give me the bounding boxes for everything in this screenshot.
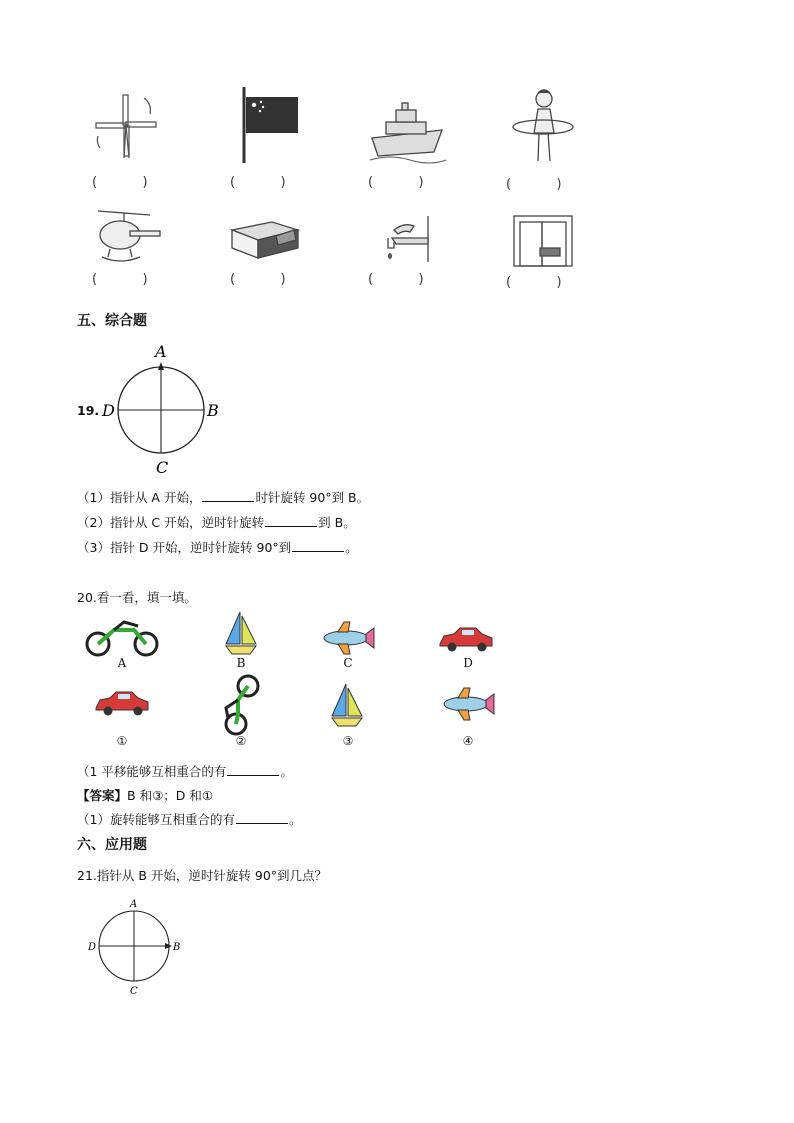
- car-icon: [94, 688, 150, 718]
- dial-label-right: B: [207, 401, 219, 420]
- windmill-icon: [90, 90, 160, 160]
- answer-paren[interactable]: ( ): [230, 175, 286, 190]
- question-number: 19.: [77, 403, 100, 418]
- dial-label-right: B: [173, 942, 181, 953]
- dial-label-bottom: C: [156, 458, 169, 477]
- q19-line-1-pre: （1）指针从 A 开始，: [77, 490, 202, 505]
- q19-line-3: [77, 538, 358, 556]
- answer-paren[interactable]: ( ): [230, 272, 286, 287]
- answer-tag: 【答案】: [77, 788, 128, 803]
- option-label: A: [117, 656, 127, 670]
- dial-label-left: D: [88, 942, 97, 953]
- answer-blank[interactable]: [227, 763, 279, 776]
- answer-blank[interactable]: [236, 811, 288, 824]
- q19-line-3-pre: （3）指针 D 开始，逆时针旋转 90°到: [77, 540, 292, 555]
- option-label: ①: [116, 734, 128, 748]
- answer-paren[interactable]: ( ): [368, 272, 424, 287]
- answer-blank[interactable]: [202, 489, 254, 502]
- window-icon: [510, 212, 576, 270]
- dial-label-top: A: [155, 342, 167, 361]
- answer-paren[interactable]: ( ): [506, 275, 562, 290]
- answer-paren[interactable]: ( ): [506, 177, 562, 192]
- answer-blank[interactable]: [292, 539, 344, 552]
- girl-hula-hoop-icon: [508, 85, 578, 170]
- option-label: B: [236, 656, 246, 670]
- faucet-icon: [372, 212, 432, 267]
- q19-line-1-post: 时针旋转 90°到 B。: [255, 490, 370, 505]
- drawer-icon: [228, 210, 303, 265]
- section-title: 五、综合题: [77, 313, 147, 329]
- dial-label-left: D: [102, 401, 115, 420]
- helicopter-icon: [90, 205, 170, 265]
- q20-line-2-pre: （1）旋转能够互相重合的有: [77, 812, 235, 827]
- q19-line-1: [77, 488, 369, 506]
- q19-line-2: [77, 513, 356, 531]
- q19-line-2-post: 到 B。: [318, 515, 356, 530]
- q20-title: 20.看一看，填一填。: [77, 590, 197, 605]
- q20-line-1-pre: （1 平移能够互相重合的有: [77, 764, 227, 779]
- q20-line-1: [77, 762, 293, 780]
- flag-icon: [238, 85, 304, 165]
- section-title: 六、应用题: [77, 837, 147, 853]
- sailboat-icon: [224, 610, 258, 656]
- motorcycle-icon: [84, 618, 160, 658]
- option-label: D: [463, 656, 473, 670]
- answer-paren[interactable]: ( ): [92, 175, 148, 190]
- sailboat-icon: [330, 682, 364, 728]
- q19-line-3-post: 。: [345, 540, 358, 555]
- q19-line-2-pre: （2）指针从 C 开始，逆时针旋转: [77, 515, 265, 530]
- dial-label-top: A: [130, 899, 138, 910]
- q20-line-2: [77, 810, 301, 828]
- dial-label-bottom: C: [130, 986, 138, 997]
- ship-icon: [368, 100, 448, 165]
- answer-line: [77, 786, 213, 804]
- answer-text: B 和③；D 和①: [127, 788, 214, 803]
- motorcycle-rotated-icon: [218, 674, 262, 736]
- airplane-icon: [440, 686, 496, 722]
- q20-line-2-post: 。: [288, 812, 302, 827]
- airplane-icon: [320, 620, 376, 656]
- answer-paren[interactable]: ( ): [92, 272, 148, 287]
- option-label: C: [343, 656, 353, 670]
- answer-paren[interactable]: ( ): [368, 175, 424, 190]
- q20-line-1-post: 。: [280, 764, 293, 779]
- option-label: ②: [235, 734, 247, 748]
- q21-title: 21.指针从 B 开始，逆时针旋转 90°到几点？: [77, 868, 328, 883]
- car-icon: [438, 624, 494, 654]
- dial-diagram-small: [86, 896, 186, 1000]
- answer-blank[interactable]: [265, 514, 317, 527]
- dial-diagram: [98, 342, 228, 478]
- option-label: ④: [462, 734, 474, 748]
- option-label: ③: [342, 734, 354, 748]
